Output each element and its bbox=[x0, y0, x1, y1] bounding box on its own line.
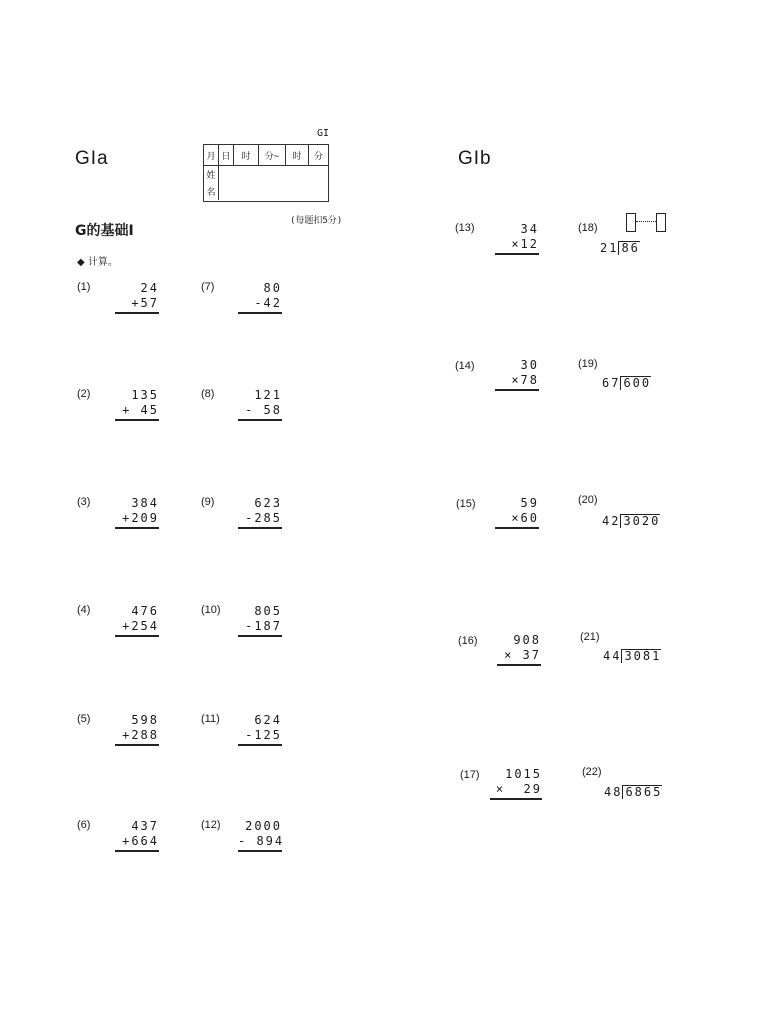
problem-number: (15) bbox=[456, 498, 476, 510]
operand-1: 24 bbox=[140, 281, 159, 295]
operand-2: × 37 bbox=[504, 648, 541, 662]
answer-line[interactable] bbox=[238, 419, 282, 421]
division-19 bbox=[602, 376, 651, 390]
operand-1: 598 bbox=[131, 713, 159, 727]
divisor: 44 bbox=[603, 649, 622, 663]
problem-4 bbox=[115, 604, 159, 637]
corner-code: GI bbox=[317, 128, 330, 139]
problem-number: (18) bbox=[578, 222, 598, 234]
minute-end-label: 分 bbox=[313, 151, 323, 162]
answer-line[interactable] bbox=[115, 635, 159, 637]
problem-number: (20) bbox=[578, 494, 598, 506]
problem-11 bbox=[238, 713, 282, 746]
operand-2: -42 bbox=[254, 296, 282, 310]
operand-1: 59 bbox=[520, 496, 539, 510]
operand-2: × 29 bbox=[495, 782, 542, 796]
answer-line[interactable] bbox=[495, 389, 539, 391]
problem-number: (11) bbox=[201, 713, 220, 725]
operand-2: +209 bbox=[122, 511, 159, 525]
section-title: G的基础Ⅰ bbox=[75, 223, 134, 239]
answer-line[interactable] bbox=[238, 744, 282, 746]
name-field[interactable] bbox=[219, 166, 328, 200]
problem-number: (7) bbox=[201, 281, 215, 293]
problem-number: (9) bbox=[201, 496, 215, 508]
operand-2: +57 bbox=[131, 296, 159, 310]
operand-2: +664 bbox=[122, 834, 159, 848]
problem-number: (13) bbox=[455, 222, 475, 234]
problem-number: (12) bbox=[201, 819, 221, 831]
instruction: ◆ 计算。 bbox=[77, 257, 118, 268]
operand-1: 908 bbox=[513, 633, 541, 647]
dividend: 86 bbox=[618, 241, 639, 255]
minute-start-label: 分~ bbox=[259, 145, 286, 165]
operand-1: 384 bbox=[131, 496, 159, 510]
operand-2: +254 bbox=[122, 619, 159, 633]
operand-2: ×60 bbox=[511, 511, 539, 525]
name-label bbox=[204, 166, 219, 200]
operand-1: 805 bbox=[254, 604, 282, 618]
problem-9 bbox=[238, 496, 282, 529]
problem-6 bbox=[115, 819, 159, 852]
month-label: 月 bbox=[204, 145, 219, 165]
info-box bbox=[203, 144, 329, 202]
answer-line[interactable] bbox=[238, 312, 282, 314]
division-18 bbox=[600, 241, 640, 255]
divisor: 42 bbox=[602, 514, 621, 528]
divisor: 21 bbox=[600, 241, 619, 255]
problem-number: (14) bbox=[455, 360, 475, 372]
operand-2: +288 bbox=[122, 728, 159, 742]
answer-line[interactable] bbox=[238, 635, 282, 637]
problem-10 bbox=[238, 604, 282, 637]
page-title-right: GIb bbox=[458, 148, 492, 169]
operand-2: - 894 bbox=[238, 834, 285, 848]
operand-1: 623 bbox=[254, 496, 282, 510]
operand-1: 1015 bbox=[505, 767, 542, 781]
operand-2: -125 bbox=[245, 728, 282, 742]
answer-line[interactable] bbox=[115, 527, 159, 529]
operand-2: ×12 bbox=[511, 237, 539, 251]
problem-5 bbox=[115, 713, 159, 746]
answer-line[interactable] bbox=[490, 798, 542, 800]
problem-number: (3) bbox=[77, 496, 91, 508]
problem-number: (22) bbox=[582, 766, 602, 778]
problem-number: (1) bbox=[77, 281, 91, 293]
answer-line[interactable] bbox=[495, 253, 539, 255]
name-label-char-2: 名 bbox=[206, 188, 216, 198]
operand-2: + 45 bbox=[122, 403, 159, 417]
quotient-box[interactable] bbox=[626, 213, 636, 232]
problem-3 bbox=[115, 496, 159, 529]
divisor: 48 bbox=[604, 785, 623, 799]
problem-7 bbox=[238, 281, 282, 314]
answer-line[interactable] bbox=[115, 850, 159, 852]
name-label-char-1: 姓 bbox=[206, 171, 216, 181]
problem-number: (10) bbox=[201, 604, 221, 616]
day-label: 日 bbox=[219, 145, 234, 165]
problem-17 bbox=[490, 767, 542, 800]
dividend: 3081 bbox=[621, 649, 661, 663]
remainder-dots bbox=[636, 221, 656, 222]
division-22 bbox=[604, 785, 662, 799]
problem-2 bbox=[115, 388, 159, 421]
operand-1: 476 bbox=[131, 604, 159, 618]
hour-end-label: 时 bbox=[286, 145, 309, 165]
problem-number: (17) bbox=[460, 769, 480, 781]
remainder-box[interactable] bbox=[656, 213, 666, 232]
problem-15 bbox=[495, 496, 539, 529]
problem-number: (16) bbox=[458, 635, 478, 647]
problem-number: (4) bbox=[77, 604, 91, 616]
answer-line[interactable] bbox=[238, 527, 282, 529]
answer-line[interactable] bbox=[115, 312, 159, 314]
problem-8 bbox=[238, 388, 282, 421]
name-row bbox=[204, 166, 328, 200]
problem-number: (6) bbox=[77, 819, 91, 831]
operand-1: 121 bbox=[254, 388, 282, 402]
operand-2: ×78 bbox=[511, 373, 539, 387]
problem-1 bbox=[115, 281, 159, 314]
score-note: (每题扣5分) bbox=[290, 216, 343, 226]
operand-1: 34 bbox=[520, 222, 539, 236]
division-21 bbox=[603, 649, 661, 663]
problem-number: (21) bbox=[580, 631, 600, 643]
answer-line[interactable] bbox=[115, 744, 159, 746]
answer-line[interactable] bbox=[238, 850, 282, 852]
operand-2: -187 bbox=[245, 619, 282, 633]
problem-number: (19) bbox=[578, 358, 598, 370]
hour-start-label: 时 bbox=[234, 145, 259, 165]
operand-1: 135 bbox=[131, 388, 159, 402]
dividend: 6865 bbox=[622, 785, 662, 799]
division-20 bbox=[602, 514, 660, 528]
problem-12 bbox=[238, 819, 285, 852]
problem-13 bbox=[495, 222, 539, 255]
dividend: 3020 bbox=[620, 514, 660, 528]
operand-1: 2000 bbox=[245, 819, 282, 833]
quotient-remainder-boxes[interactable] bbox=[626, 213, 666, 232]
operand-1: 624 bbox=[254, 713, 282, 727]
problem-number: (2) bbox=[77, 388, 91, 400]
answer-line[interactable] bbox=[495, 527, 539, 529]
problem-14 bbox=[495, 358, 539, 391]
problem-number: (5) bbox=[77, 713, 91, 725]
answer-line[interactable] bbox=[115, 419, 159, 421]
divisor: 67 bbox=[602, 376, 621, 390]
operand-2: - 58 bbox=[245, 403, 282, 417]
problem-16 bbox=[497, 633, 541, 666]
page-title-left: GIa bbox=[75, 148, 109, 169]
dividend: 600 bbox=[620, 376, 651, 390]
operand-1: 30 bbox=[520, 358, 539, 372]
operand-1: 80 bbox=[263, 281, 282, 295]
problem-number: (8) bbox=[201, 388, 215, 400]
answer-line[interactable] bbox=[497, 664, 541, 666]
operand-2: -285 bbox=[245, 511, 282, 525]
operand-1: 437 bbox=[131, 819, 159, 833]
date-time-row bbox=[204, 145, 328, 166]
